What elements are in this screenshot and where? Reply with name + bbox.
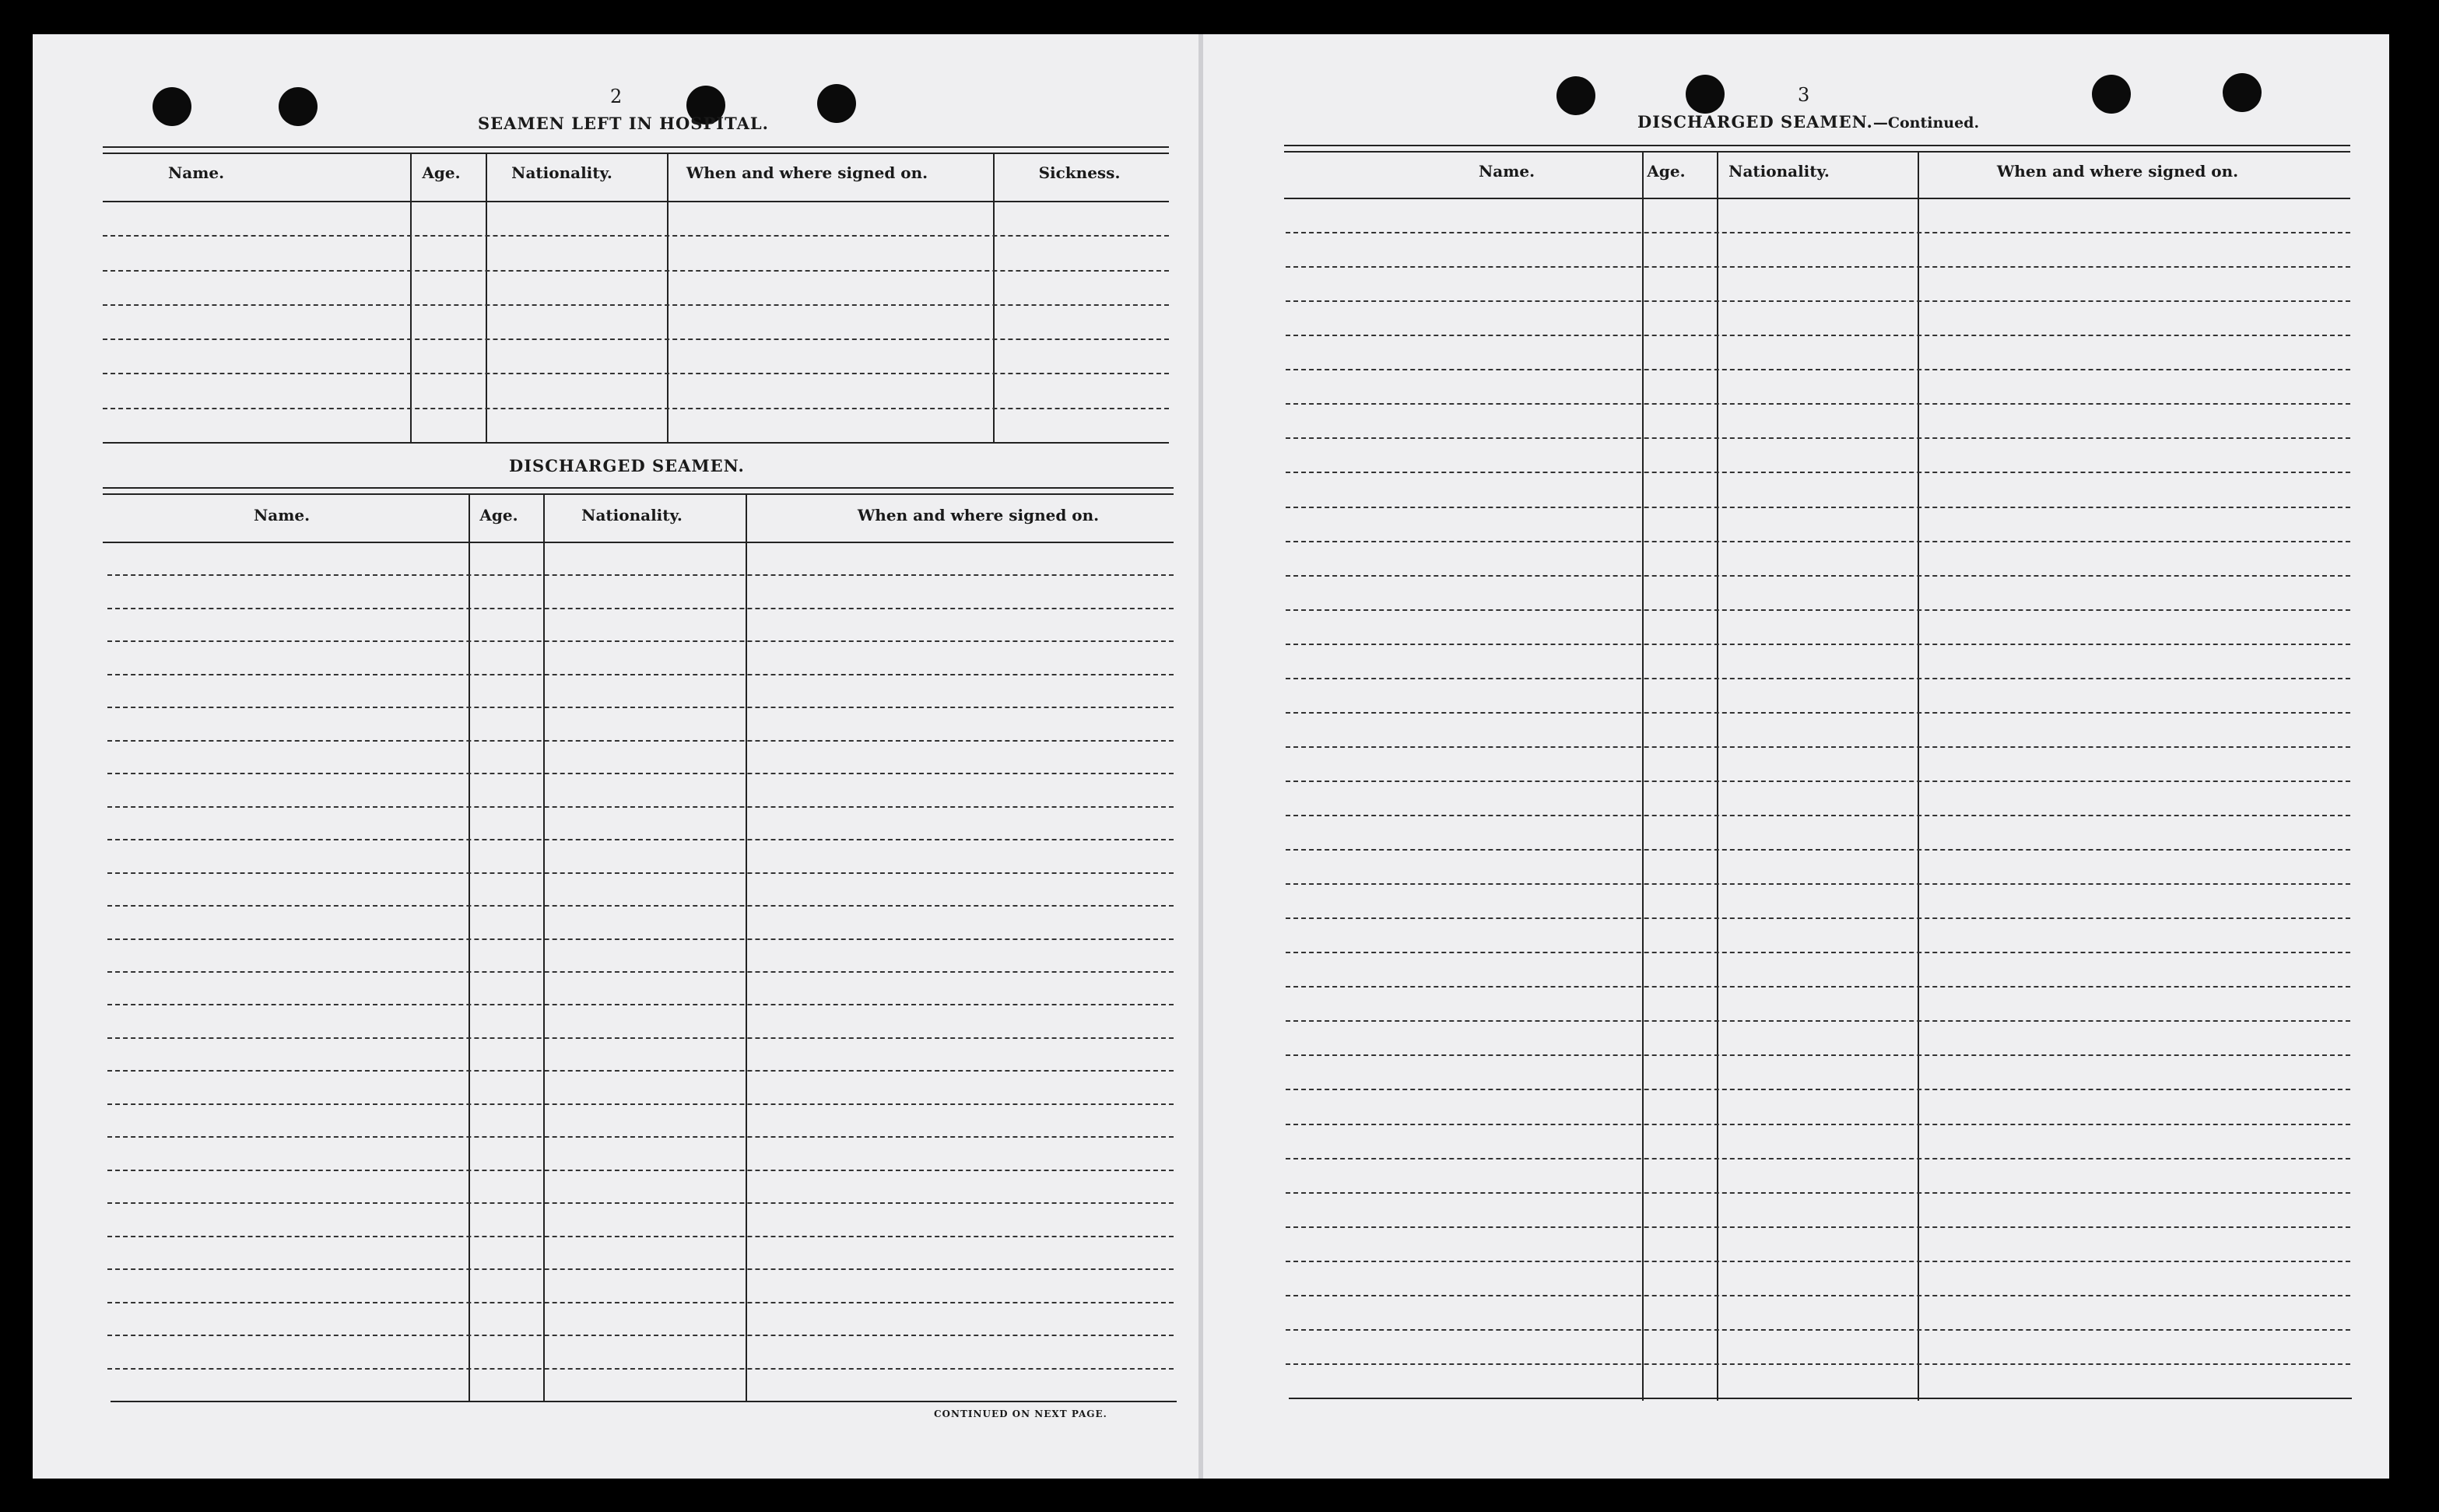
- blank-entry-line: [1286, 1363, 2350, 1365]
- blank-entry-line: [107, 1302, 1174, 1303]
- blank-entry-line: [1286, 335, 2350, 336]
- blank-entry-line: [107, 1170, 1174, 1171]
- right-page: [1203, 34, 2389, 1479]
- col-header-signed-on: When and where signed on.: [857, 506, 1100, 524]
- blank-entry-line: [107, 806, 1174, 808]
- section-title-text: DISCHARGED SEAMEN.: [1637, 112, 1873, 132]
- blank-entry-line: [107, 1136, 1174, 1138]
- blank-entry-line: [107, 1268, 1174, 1270]
- blank-entry-line: [103, 235, 1169, 237]
- blank-entry-line: [1286, 575, 2350, 577]
- blank-entry-line: [107, 740, 1174, 742]
- blank-entry-line: [107, 1236, 1174, 1237]
- blank-entry-line: [1286, 609, 2350, 611]
- blank-entry-line: [107, 608, 1174, 609]
- blank-entry-line: [1286, 1054, 2350, 1056]
- blank-entry-line: [1286, 1226, 2350, 1228]
- blank-entry-line: [1286, 472, 2350, 473]
- binder-hole: [279, 87, 318, 126]
- col-header-name: Name.: [253, 506, 311, 524]
- blank-entry-line: [103, 373, 1169, 374]
- blank-entry-line: [103, 270, 1169, 272]
- blank-entry-line: [107, 1103, 1174, 1105]
- blank-entry-line: [1286, 437, 2350, 439]
- blank-entry-line: [107, 707, 1174, 708]
- section-title-suffix: —Continued.: [1872, 114, 1980, 132]
- col-header-signed-on: When and where signed on.: [1996, 162, 2239, 181]
- col-header-age: Age.: [1647, 162, 1686, 181]
- blank-entry-line: [107, 872, 1174, 874]
- left-page: [33, 34, 1198, 1479]
- col-header-name: Name.: [1478, 162, 1535, 181]
- blank-entry-line: [1286, 1295, 2350, 1296]
- blank-entry-line: [107, 839, 1174, 840]
- binder-hole: [2092, 75, 2131, 114]
- col-header-nationality: Nationality.: [511, 163, 612, 182]
- binder-hole: [153, 87, 191, 126]
- continued-note: CONTINUED ON NEXT PAGE.: [934, 1409, 1107, 1419]
- blank-entry-line: [1286, 1192, 2350, 1194]
- blank-entry-line: [1286, 917, 2350, 919]
- blank-entry-line: [1286, 1089, 2350, 1090]
- binder-hole: [1686, 75, 1725, 114]
- col-header-age: Age.: [422, 163, 461, 182]
- blank-entry-line: [107, 1202, 1174, 1204]
- blank-entry-line: [1286, 883, 2350, 885]
- binder-hole: [1556, 76, 1595, 115]
- hospital-section-title: SEAMEN LEFT IN HOSPITAL.: [478, 114, 769, 133]
- blank-entry-line: [107, 574, 1174, 576]
- blank-entry-line: [107, 674, 1174, 675]
- blank-entry-line: [107, 1368, 1174, 1370]
- discharged-section-title: DISCHARGED SEAMEN.: [509, 456, 745, 475]
- blank-entry-line: [103, 339, 1169, 340]
- blank-entry-line: [1286, 746, 2350, 748]
- blank-entry-line: [1286, 1124, 2350, 1125]
- blank-entry-line: [107, 1037, 1174, 1039]
- blank-entry-line: [1286, 1020, 2350, 1022]
- blank-entry-line: [107, 1335, 1174, 1336]
- blank-entry-line: [107, 1070, 1174, 1072]
- blank-entry-line: [1286, 781, 2350, 782]
- page-number: 3: [1798, 84, 1810, 106]
- blank-entry-line: [1286, 678, 2350, 679]
- blank-entry-line: [1286, 986, 2350, 988]
- blank-entry-line: [107, 1004, 1174, 1005]
- blank-entry-line: [1286, 369, 2350, 370]
- blank-entry-line: [107, 640, 1174, 642]
- blank-entry-line: [1286, 644, 2350, 645]
- col-header-sickness: Sickness.: [1038, 163, 1121, 182]
- blank-entry-line: [1286, 1261, 2350, 1262]
- blank-entry-line: [1286, 403, 2350, 405]
- blank-entry-line: [1286, 541, 2350, 542]
- blank-entry-line: [107, 971, 1174, 973]
- discharged-continued-title: [1637, 112, 1979, 132]
- blank-entry-line: [107, 938, 1174, 940]
- blank-entry-line: [1286, 232, 2350, 233]
- blank-entry-line: [1286, 952, 2350, 953]
- blank-entry-line: [1286, 1329, 2350, 1331]
- blank-entry-line: [1286, 507, 2350, 508]
- col-header-signed-on: When and where signed on.: [686, 163, 928, 182]
- binder-hole: [817, 84, 856, 123]
- blank-entry-line: [1286, 1158, 2350, 1159]
- blank-entry-line: [103, 304, 1169, 306]
- col-header-nationality: Nationality.: [1728, 162, 1830, 181]
- blank-entry-line: [107, 905, 1174, 907]
- blank-entry-line: [1286, 815, 2350, 816]
- blank-entry-line: [1286, 300, 2350, 302]
- col-header-name: Name.: [167, 163, 225, 182]
- blank-entry-line: [1286, 712, 2350, 714]
- blank-entry-line: [1286, 849, 2350, 851]
- binder-hole: [2223, 73, 2262, 112]
- blank-entry-line: [103, 408, 1169, 409]
- blank-entry-line: [107, 773, 1174, 774]
- col-header-nationality: Nationality.: [581, 506, 683, 524]
- blank-entry-line: [1286, 266, 2350, 268]
- col-header-age: Age.: [479, 506, 518, 524]
- page-number: 2: [610, 86, 623, 107]
